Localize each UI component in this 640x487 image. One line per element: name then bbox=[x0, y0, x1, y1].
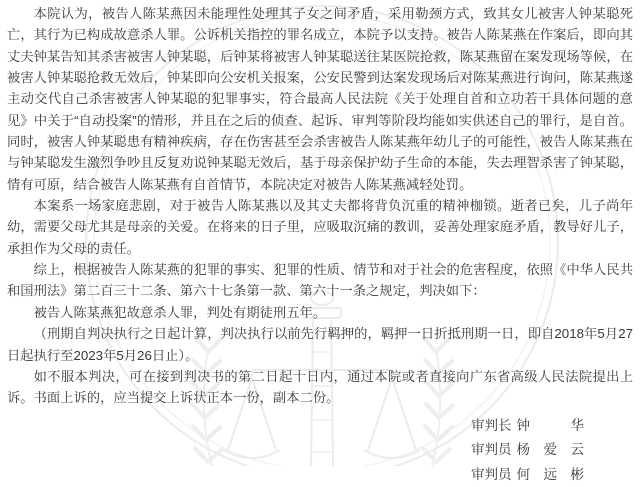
judge-name: 何 远 彬 bbox=[516, 466, 584, 482]
signature-block bbox=[0, 414, 640, 487]
judge-role: 审判员 bbox=[471, 442, 512, 458]
judge-name: 钟 华 bbox=[516, 417, 584, 433]
judge-role: 审判长 bbox=[471, 417, 512, 433]
paragraph-family-tragedy: 本案系一场家庭悲剧，对于被告人陈某燕以及其丈夫都将背负沉重的精神枷锁。逝者已矣，儿子尚年幼，需要父母尤其是母亲的关爱。在将来的日子里，应吸取沉痛的教训，妥善处理家庭矛盾，教导好儿子，承担作为父母的责任。 bbox=[7, 198, 633, 256]
paragraph-sentence: 被告人陈某燕犯故意杀人罪，判处有期徒刑五年。 bbox=[33, 304, 327, 320]
paragraph-appeal-notice: 如不服本判决，可在接到判决书的第二日起十日内，通过本院或者直接向广东省高级人民法院提出上诉。书面上诉的，应当提交上诉状正本一份，副本二份。 bbox=[7, 368, 633, 406]
judge-role: 审判员 bbox=[471, 466, 512, 482]
paragraph-court-opinion: 本院认为，被告人陈某燕因未能理性处理其子女之间矛盾，采用勒颈方式，致其女儿被害人钟某聪死亡，其行为已构成故意杀人罪。公诉机关指控的罪名成立，本院予以支持。被告人陈某燕在作案后，即向其丈夫钟某告知其杀害被害人钟某聪，后钟某将被害人钟某聪送往某医院抢救，陈某燕留在案发现场等候，在被害人钟某聪抢救无效后，钟某即向公安机关报案，公安民警到达案发现场后对陈某燕进行询问，陈某燕遂主动交代自己杀害被害人钟某聪的犯罪事实，符合最高人民法院《关于处理自首和立功若干具体问题的意见》中关于“自动投案”的情形，并且在之后的侦查、起诉、审判等阶段均能如实供述自己的罪行，是自首。同时，被害人钟某聪患有精神疾病，存在伤害甚至会杀害被告人陈某燕年幼儿子的可能性，被告人陈某燕在与钟某聪发生激烈争吵且反复劝说钟某聪无效后，基于母亲保护幼子生命的本能，失去理智杀害了钟某聪，情有可原，结合被告人陈某燕有自首情节，本院决定对被告人陈某燕减轻处罚。 bbox=[7, 6, 633, 192]
signature-presiding-judge bbox=[0, 414, 584, 439]
judge-name: 杨 爱 云 bbox=[516, 442, 584, 458]
signature-judge-1 bbox=[0, 438, 584, 463]
signature-judge-2 bbox=[0, 463, 584, 487]
paragraph-legal-basis: 综上，根据被告人陈某燕的犯罪的事实、犯罪的性质、情节和对于社会的危害程度，依照《中华人民共和国刑法》第二百三十二条、第六十七条第一款、第六十一条之规定，判决如下： bbox=[7, 262, 633, 299]
paragraph-term-calculation: （刑期自判决执行之日起计算，判决执行以前先行羁押的，羁押一日折抵刑期一日，即自2018年5月27日起执行至2023年5月26日止）。 bbox=[7, 326, 633, 363]
